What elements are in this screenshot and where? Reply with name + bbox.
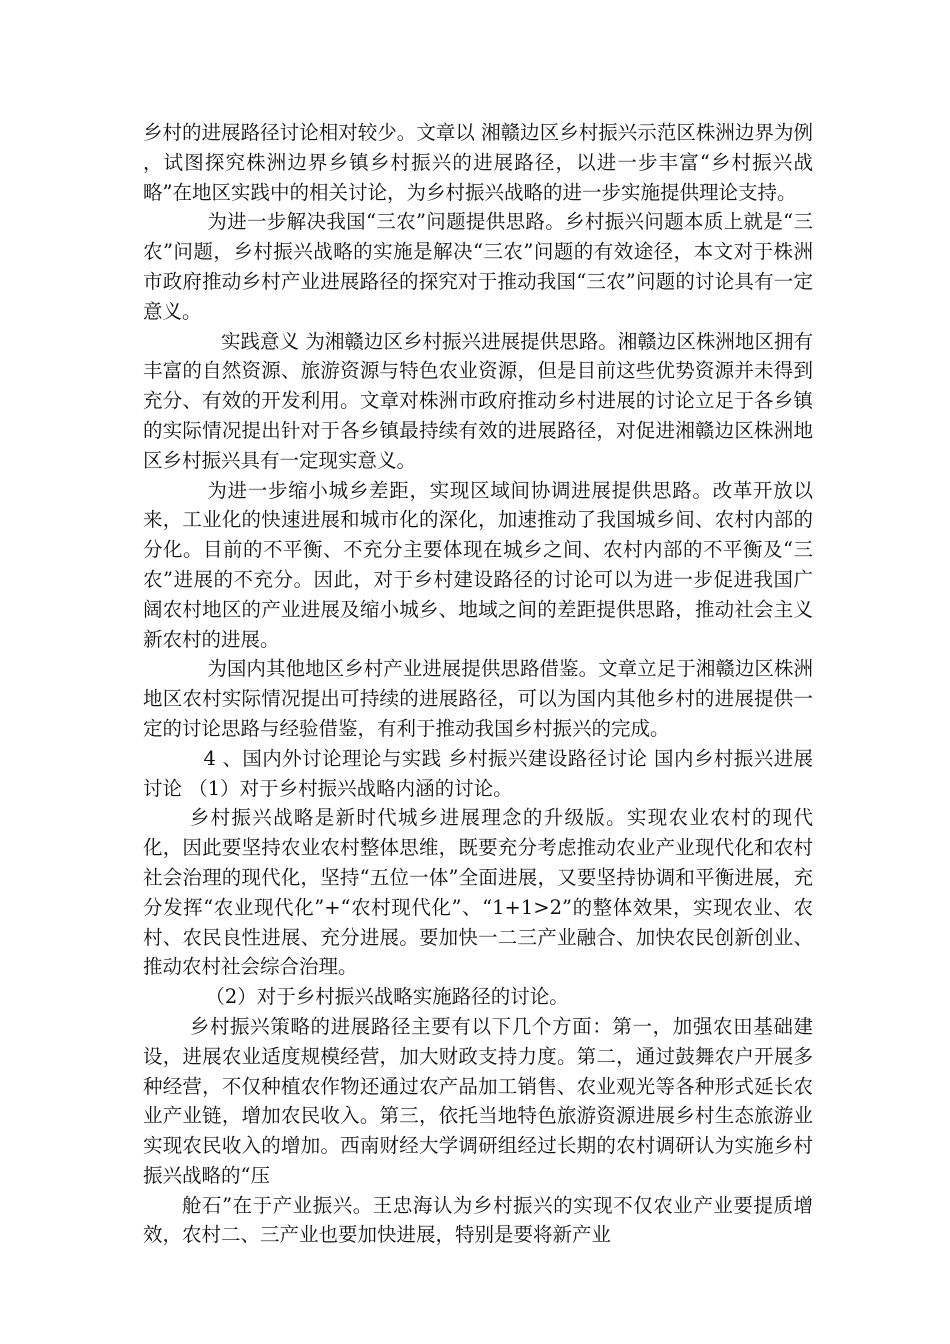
- paragraph-practical-significance: 实践意义 为湘赣边区乡村振兴进展提供思路。湘赣边区株洲地区拥有丰富的自然资源、旅游资源与特色农业资源，但是目前这些优势资源并未得到充分、有效的开发利用。文章对株洲市政府推动乡村进展的讨论立足于各乡镇的实际情况提出针对于各乡镇最持续有效的进展路径，对促进湘赣边区株洲地区乡村振兴具有一定现实意义。: [143, 329, 813, 472]
- paragraph-three-rural-issues: 为进一步解决我国“三农”问题提供思路。乡村振兴问题本质上就是“三农”问题，乡村振兴战略的实施是解决“三农”问题的有效途径，本文对于株洲市政府推动乡村产业进展路径的探究对于推动我国“三农”问题的讨论具有一定意义。: [143, 210, 813, 323]
- paragraph-strategy-connotation: 乡村振兴战略是新时代城乡进展理念的升级版。实现农业农村的现代化，因此要坚持农业农村整体思维，既要充分考虑推动农业产业现代化和农村社会治理的现代化，坚持“五位一体”全面进展，又要坚持协调和平衡进展，充分发挥“农业现代化”+“农村现代化”、“1+1>2”的整体效果，实现农业、农村、农民良性进展、充分进展。要加快一二三产业融合、加快农民创新创业、推动农村社会综合治理。: [143, 806, 813, 979]
- paragraph-research-gap: 乡村的进展路径讨论相对较少。文章以 湘赣边区乡村振兴示范区株洲边界为例 ，试图探究株洲边界乡镇乡村振兴的进展路径，以进一步丰富“乡村振兴战略”在地区实践中的相关讨论，为乡村振兴战略的进一步实施提供理论支持。: [143, 121, 813, 204]
- paragraph-implementation-path: 乡村振兴策略的进展路径主要有以下几个方面：第一，加强农田基础建设，进展农业适度规模经营，加大财政支持力度。第二，通过鼓舞农户开展多种经营，不仅种植农作物还通过农产品加工销售、农业观光等各种形式延长农业产业链，增加农民收入。第三，依托当地特色旅游资源进展乡村生态旅游业实现农民收入的增加。西南财经大学调研组经过长期的农村调研认为实施乡村振兴战略的“压: [143, 1014, 813, 1187]
- subheading-implementation-path: （2）对于乡村振兴战略实施路径的讨论。: [205, 985, 569, 1009]
- section-heading-literature-review: 4 、国内外讨论理论与实践 乡村振兴建设路径讨论 国内乡村振兴进展讨论 （1）对于乡村振兴战略内涵的讨论。: [143, 746, 813, 800]
- document-body: [143, 118, 813, 1250]
- paragraph-reference-value: 为国内其他地区乡村产业进展提供思路借鉴。文章立足于湘赣边区株洲地区农村实际情况提出可持续的进展路径，可以为国内其他乡村的进展提供一定的讨论思路与经验借鉴，有利于推动我国乡村振兴的完成。: [143, 657, 813, 740]
- paragraph-urban-rural-gap: 为进一步缩小城乡差距，实现区域间协调进展提供思路。改革开放以来，工业化的快速进展和城市化的深化，加速推动了我国城乡间、农村内部的分化。目前的不平衡、不充分主要体现在城乡之间、农村内部的不平衡及“三农”进展的不充分。因此，对于乡村建设路径的讨论可以为进一步促进我国广阔农村地区的产业进展及缩小城乡、地域之间的差距提供思路，推动社会主义新农村的进展。: [143, 478, 813, 651]
- paragraph-industrial-revitalization: 舱石”在于产业振兴。王忠海认为乡村振兴的实现不仅农业产业要提质增效，农村二、三产业也要加快进展，特别是要将新产业: [143, 1193, 813, 1247]
